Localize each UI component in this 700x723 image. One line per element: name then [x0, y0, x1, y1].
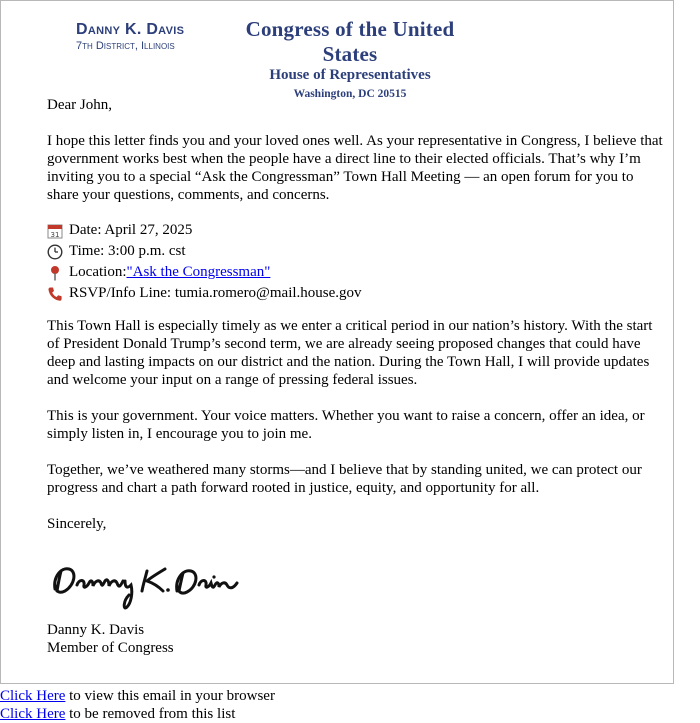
letterhead-right — [219, 17, 481, 100]
calendar-icon — [47, 223, 63, 239]
event-date-text: Date: April 27, 2025 — [69, 222, 193, 238]
government-paragraph: This is your government. Your voice matters. Whether you want to raise a concern, offer an idea, or simply listen in, I encourage you to join me. — [47, 408, 645, 442]
greeting: Dear John, — [47, 97, 112, 113]
letter-body — [47, 96, 667, 657]
district-label: 7th District, Illinois — [76, 40, 175, 52]
event-date — [47, 220, 667, 241]
event-time — [47, 241, 667, 262]
event-rsvp-text: RSVP/Info Line: tumia.romero@mail.house.gov — [69, 285, 362, 301]
svg-text:31: 31 — [50, 230, 60, 239]
congress-title: Congress of the United States — [245, 17, 455, 66]
timely-paragraph: This Town Hall is especially timely as we enter a critical period in our nation’s history. With the start of President Donald Trump’s second term, we are already seeing proposed changes that could have deep and lasting impacts on our district and the nation. During the Town Hall, I will provide updates and welcome your input on a range of pressing federal issues. — [47, 318, 653, 388]
representative-name: Danny K. Davis — [76, 21, 185, 38]
event-details — [47, 220, 667, 304]
house-title: House of Representatives — [269, 67, 431, 83]
view-in-browser-text: to view this email in your browser — [65, 688, 275, 704]
clock-icon — [47, 244, 63, 260]
location-link[interactable]: "Ask the Congressman" — [126, 264, 271, 280]
view-in-browser-link[interactable]: Click Here — [0, 688, 66, 704]
view-in-browser-line — [0, 687, 275, 705]
event-time-text: Time: 3:00 p.m. cst — [69, 243, 186, 259]
pin-icon — [47, 265, 63, 281]
event-rsvp — [47, 283, 667, 304]
signature-image — [47, 541, 247, 611]
office-location: Washington, DC 20515 — [293, 88, 407, 100]
signer-title: Member of Congress — [47, 640, 174, 656]
intro-paragraph: I hope this letter finds you and your loved ones well. As your representative in Congress, I believe that government works best when the people have a direct line to their elected officials. That’s why I’m inviting you to a special “Ask the Congressman” Town Hall Meeting — an open forum for you to share your questions, comments, and concerns. — [47, 133, 663, 203]
closing: Sincerely, — [47, 516, 107, 532]
together-paragraph: Together, we’ve weathered many storms—and I believe that by standing united, we can protect our progress and chart a path forward rooted in justice, equity, and opportunity for all. — [47, 462, 642, 496]
unsubscribe-line — [0, 705, 275, 723]
phone-icon — [47, 286, 63, 302]
event-location — [47, 262, 667, 283]
event-location-label: Location: — [69, 264, 127, 280]
signer-name: Danny K. Davis — [47, 622, 145, 638]
unsubscribe-text: to be removed from this list — [65, 706, 236, 722]
email-footer — [0, 687, 275, 723]
unsubscribe-link[interactable]: Click Here — [0, 706, 66, 722]
letterhead-left — [76, 21, 206, 52]
